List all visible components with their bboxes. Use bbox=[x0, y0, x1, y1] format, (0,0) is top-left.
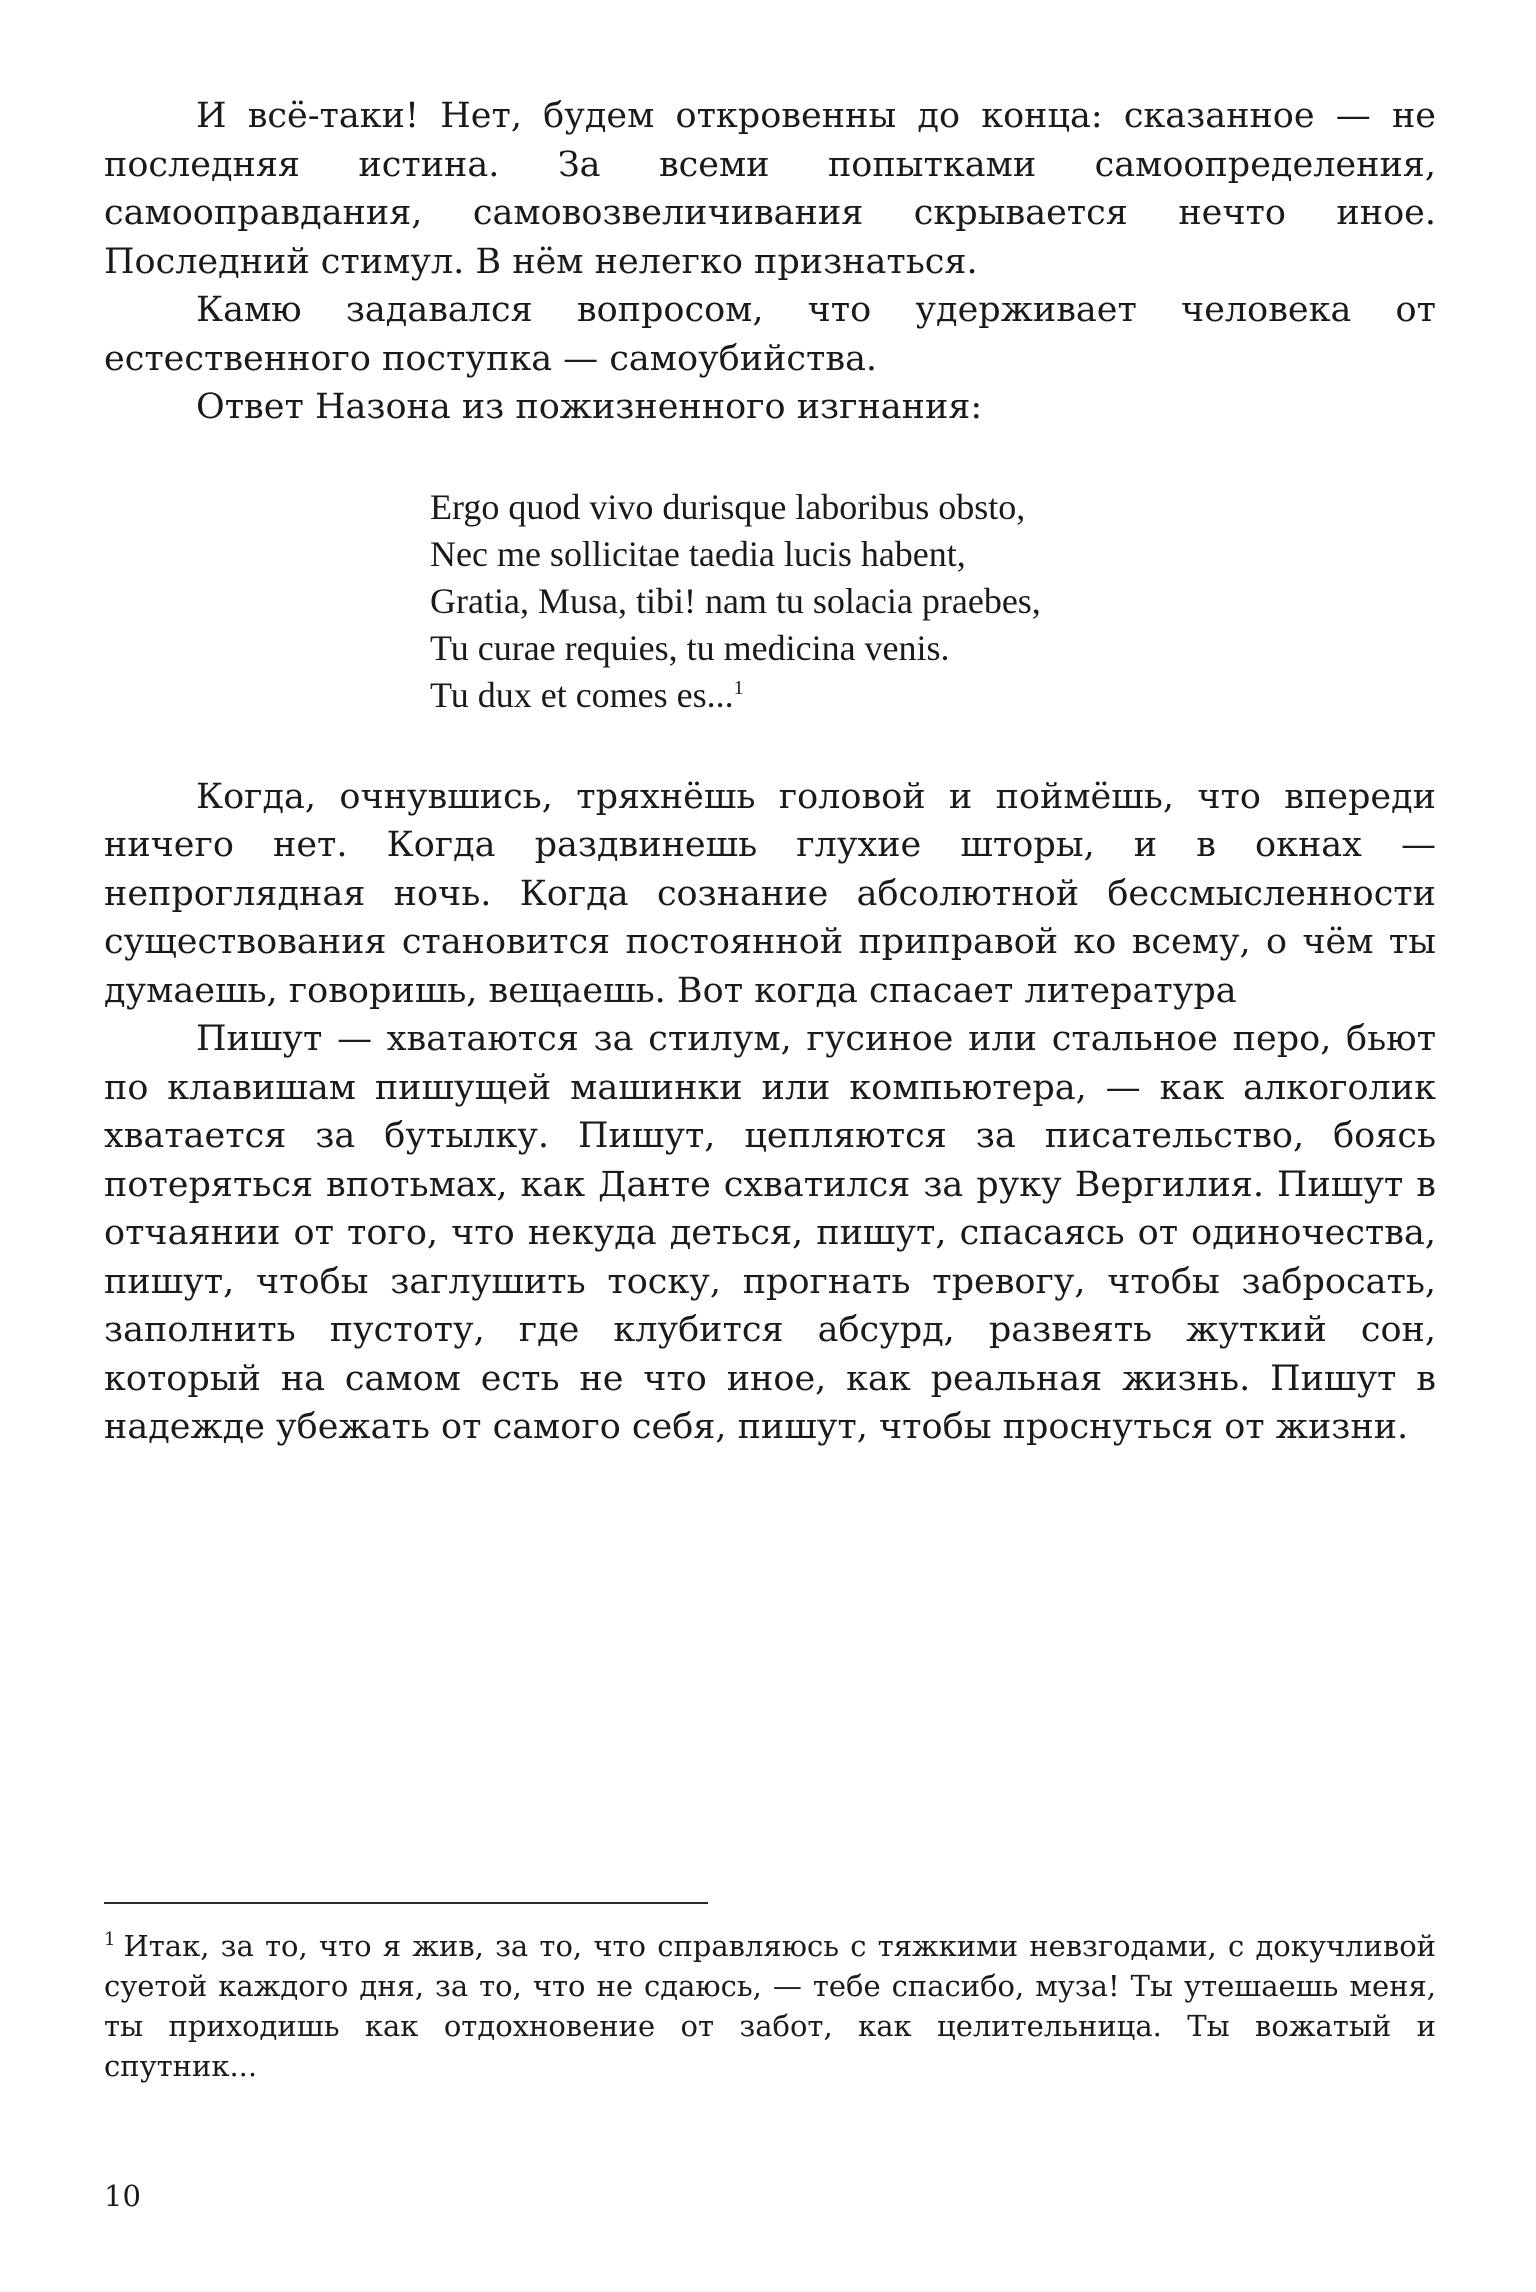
footnote-mark: 1 bbox=[104, 1929, 116, 1951]
poem-quote bbox=[104, 484, 1436, 719]
footnotes-section bbox=[104, 1902, 1436, 2086]
poem-line: Tu curae requies, tu medicina venis. bbox=[430, 627, 950, 668]
paragraph: И всё-таки! Нет, будем откровенны до конца: сказанное — не последняя истина. За всеми попытками самоопределения, самооправдания, самовозвеличивания скрывается нечто иное. Последний стимул. В нём нелегко признаться. bbox=[104, 96, 1436, 282]
poem-line: Nec me sollicitae taedia lucis habent, bbox=[430, 533, 966, 574]
poem-line-last bbox=[430, 672, 1436, 719]
footnote-1 bbox=[104, 1926, 1436, 2086]
footnote-divider bbox=[104, 1902, 708, 1904]
paragraph: Ответ Назона из пожизненного изгнания: bbox=[196, 387, 983, 427]
paragraph: Камю задавался вопросом, что удерживает человека от естественного поступка — самоубийства. bbox=[104, 290, 1436, 379]
paragraph: Пишут — хватаются за стилум, гусиное или стальное перо, бьют по клавишам пишущей машинки или компьютера, — как алкоголик хватается за бутылку. Пишут, цепляются за писательство, боясь потеряться впотьмах, как Данте схватился за руку Вергилия. Пишут в отчаянии от того, что некуда деться, пишут, спасаясь от одиночества, пишут, чтобы заглушить тоску, прогнать тревогу, чтобы забросать, заполнить пустоту, где клубится абсурд, развеять жуткий сон, который на самом есть не что иное, как реальная жизнь. Пишут в надежде убежать от самого себя, пишут, чтобы проснуться от жизни. bbox=[104, 1019, 1436, 1447]
poem-line-text: Tu dux et comes es... bbox=[430, 674, 734, 715]
poem-line: Ergo quod vivo durisque laboribus obsto, bbox=[430, 486, 1026, 527]
poem-line: Gratia, Musa, tibi! nam tu solacia praebes, bbox=[430, 580, 1041, 621]
footnote-reference[interactable]: 1 bbox=[733, 676, 744, 699]
page-body bbox=[104, 92, 1436, 1452]
paragraph: Когда, очнувшись, тряхнёшь головой и поймёшь, что впереди ничего нет. Когда раздвинешь глухие шторы, и в окнах — непроглядная ночь. Когда сознание абсолютной бессмысленности существования становится постоянной приправой ко всему, о чём ты думаешь, говоришь, вещаешь. Вот когда спасает литература bbox=[104, 776, 1436, 1011]
page-number: 10 bbox=[104, 2179, 141, 2213]
footnote-text: Итак, за то, что я жив, за то, что справляюсь с тяжкими невзгодами, с докучливой суетой каждого дня, за то, что не сдаюсь, — тебе спасибо, муза! Ты утешаешь меня, ты приходишь как отдохновение от забот, как целительница. Ты вожатый и спутник... bbox=[104, 1929, 1436, 2083]
